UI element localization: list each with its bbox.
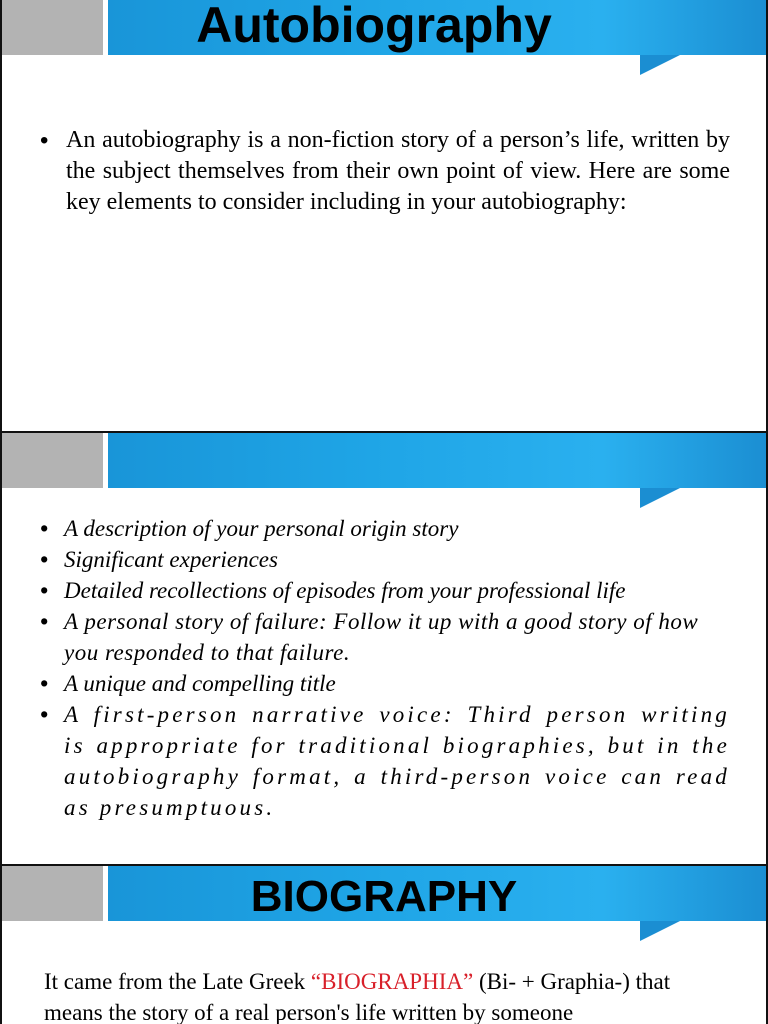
slide-biography — [0, 866, 768, 1024]
slide-title: Autobiography — [196, 0, 552, 53]
list-item-text: A unique and compelling title — [64, 671, 336, 696]
slide-left-border — [0, 0, 2, 433]
header-blue-tab — [640, 55, 680, 75]
list-item — [40, 544, 730, 575]
bullet-icon: • — [40, 546, 49, 572]
header-blue-tab — [640, 921, 680, 941]
list-item-text: A description of your personal origin story — [64, 516, 459, 541]
header-blue-bar — [108, 433, 768, 488]
slide-title: BIOGRAPHY — [250, 872, 518, 921]
list-item — [40, 668, 730, 699]
bullet-text: An autobiography is a non-fiction story of a person’s life, written by the subject themselves from their own point of view. Here are some key elements to consider including in your autobiography: — [66, 127, 730, 215]
list-item-text: A personal story of failure: Follow it up with a good story of how you responded to that failure. — [64, 609, 699, 665]
bullet-icon: • — [40, 670, 49, 696]
list-item — [40, 606, 730, 668]
definition-text-end: (Bi- + Graphia-) that means the story of a real person's life written by someone — [44, 969, 671, 1024]
list-item — [40, 125, 730, 218]
bullet-icon: • — [40, 577, 49, 603]
elements-list — [40, 513, 730, 823]
bullet-icon: • — [40, 608, 49, 634]
definition-text-start: It came from the Late Greek — [44, 969, 311, 994]
header-blue-tab — [640, 488, 680, 508]
bullet-list — [40, 125, 730, 218]
bullet-icon: • — [40, 127, 49, 154]
highlighted-term: “BIOGRAPHIA” — [310, 969, 474, 994]
list-item-text: Detailed recollections of episodes from your professional life — [64, 578, 626, 603]
list-item-text: Significant experiences — [64, 547, 278, 572]
header-grey-block — [0, 433, 103, 488]
slide-autobiography — [0, 0, 768, 433]
bullet-icon: • — [40, 701, 52, 727]
bullet-icon: • — [40, 515, 49, 541]
list-item — [40, 513, 730, 544]
list-item — [40, 699, 730, 823]
list-item — [40, 575, 730, 606]
slide-key-elements — [0, 433, 768, 866]
slide-left-border — [0, 433, 2, 866]
definition-paragraph — [44, 966, 734, 1024]
list-item-text: A first-person narrative voice: Third person writing is appropriate for traditional biographies, but in the autobiography format, a third-person voice can read as presumptuous. — [64, 702, 730, 820]
